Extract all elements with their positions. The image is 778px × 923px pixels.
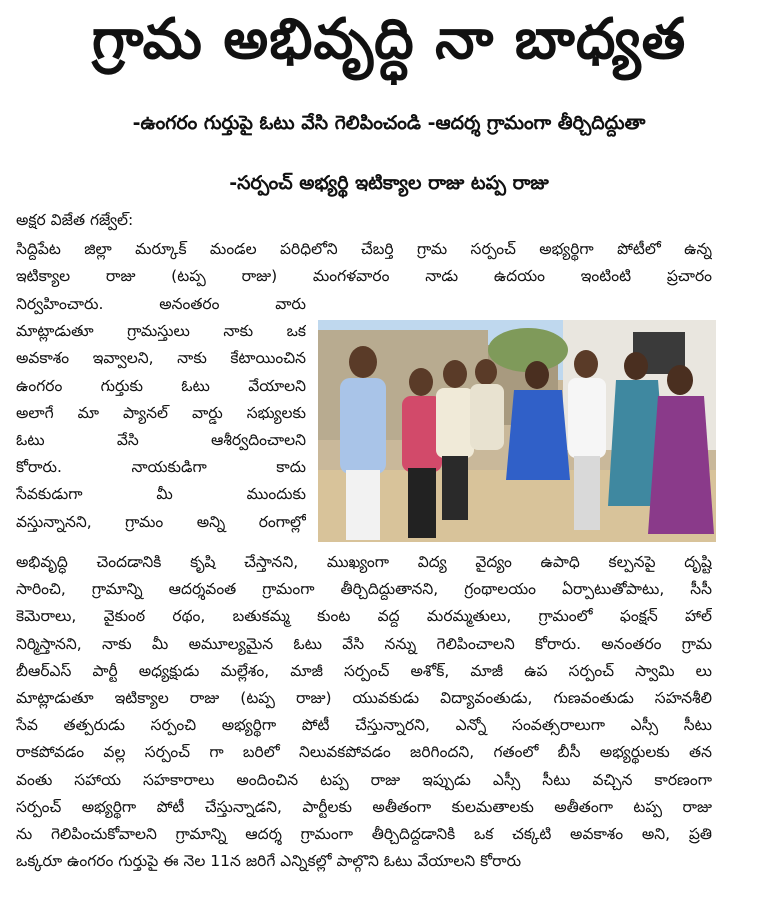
article-line: అలాగే మా ప్యానల్ వార్డు సభ్యులకు bbox=[16, 403, 306, 422]
headline: గ్రామ అభివృద్ధి నా బాధ్యత bbox=[91, 7, 687, 72]
article-line: మాట్లాడుతూ గ్రామస్తులు నాకు ఒక bbox=[16, 322, 306, 341]
article-line: వంతు సహాయ సహకారాలు అందించిన టప్ప రాజు ఇప్పుడు ఎస్సీ సీటు వచ్చిన కారణంగా bbox=[16, 770, 712, 789]
article-line: సేవ తత్పరుడు సర్పంచి అభ్యర్థిగా పోటీ చేస్తున్నారని, ఎన్నో సంవత్సరాలుగా ఎస్సీ సీటు bbox=[16, 716, 712, 735]
article-line: రాకపోవడం వల్ల సర్పంచ్ గా బరిలో నిలువకపోవడం జరిగిందని, గతంలో బీసీ అభ్యర్థులకు తన bbox=[16, 743, 712, 762]
article-line: ఒక్కరూ ఉంగరం గుర్తుపై ఈ నెల 11న జరిగే ఎన్నికల్లో పాల్గొని ఓటు వేయాలని కోరారు bbox=[16, 852, 522, 871]
article-line: కోరారు. నాయకుడిగా కాదు bbox=[16, 458, 306, 477]
article-line: సారించి, గ్రామాన్ని ఆదర్శవంత గ్రామంగా తీర్చిదిద్దుతానని, గ్రంథాలయం ఏర్పాటుతోపాటు, సీసీ bbox=[16, 580, 712, 599]
article-line: మాట్లాడుతూ ఇటిక్యాల రాజు (టప్ప రాజు) యువకుడు విద్యావంతుడు, గుణవంతుడు సహనశీలి bbox=[16, 688, 712, 707]
article-line: నిర్వహించారు. అనంతరం వారు bbox=[16, 295, 306, 313]
article-line: ఓటు వేసి ఆశీర్వదించాలని bbox=[16, 430, 306, 449]
article-line: ఇటిక్యాల రాజు (టప్ప రాజు) మంగళవారం నాడు ఉదయం ఇంటింటి ప్రచారం bbox=[16, 267, 712, 286]
article-top bbox=[16, 236, 712, 290]
article-line: ఉంగరం గుర్తుకు ఓటు వేయాలని bbox=[16, 376, 306, 395]
dateline: అక్షర విజేత గజ్వేల్: bbox=[16, 211, 134, 229]
article-left-column bbox=[16, 291, 306, 536]
article-line: నిర్మిస్తానని, నాకు మీ అమూల్యమైన ఓటు వేసి నన్ను గెలిపించాలని కోరారు. అనంతరం గ్రామ bbox=[16, 634, 712, 653]
article-line: అవకాశం ఇవ్వాలని, నాకు కేటాయించిన bbox=[16, 349, 306, 368]
article-line: కెమెరాలు, వైకుంఠ రథం, బతుకమ్మ కుంట వద్ద మరమ్మతులు, గ్రామంలో ఫంక్షన్ హాల్ bbox=[16, 607, 712, 626]
campaign-photo bbox=[318, 320, 716, 542]
article-line: సిద్దిపేట జిల్లా మర్కూక్ మండల పరిధిలోని చేబర్తి గ్రామ సర్పంచ్ అభ్యర్థిగా పోటీలో ఉన్న bbox=[16, 240, 712, 258]
article-line: ను గెలిపించుకోవాలని గ్రామాన్ని ఆదర్శ గ్రామంగా తీర్చిదిద్దడానికి ఒక చక్కటి అవకాశం అని, ప్రతి bbox=[16, 824, 712, 843]
article-line: అభివృద్ధి చెందడానికి కృషి చేస్తానని, ముఖ్యంగా విద్య వైద్యం ఉపాధి కల్పనపై దృష్టి bbox=[16, 553, 712, 571]
article-line: బీఆర్ఎస్ పార్టీ అధ్యక్షుడు మల్లేశం, మాజీ సర్పంచ్ అశోక్, మాజీ ఉప సర్పంచ్ స్వామి లు bbox=[16, 661, 712, 680]
article-line: సర్పంచ్ అభ్యర్థిగా పోటీ చేస్తున్నాడని, పార్టీలకు అతీతంగా కులమతాలకు అతీతంగా టప్ప రాజు bbox=[16, 797, 712, 816]
subheading-slogans: -ఉంగరం గుర్తుపై ఓటు వేసి గెలిపించండి -ఆదర్శ గ్రామంగా తీర్చిదిద్దుతా bbox=[132, 112, 646, 134]
subheading-candidate: -సర్పంచ్ అభ్యర్థి ఇటిక్యాల రాజు టప్ప రాజు bbox=[229, 172, 549, 194]
article-line: వస్తున్నానని, గ్రామం అన్ని రంగాల్లో bbox=[16, 512, 306, 531]
article-line: సేవకుడుగా మీ ముందుకు bbox=[16, 485, 306, 504]
article-bottom bbox=[16, 549, 712, 875]
